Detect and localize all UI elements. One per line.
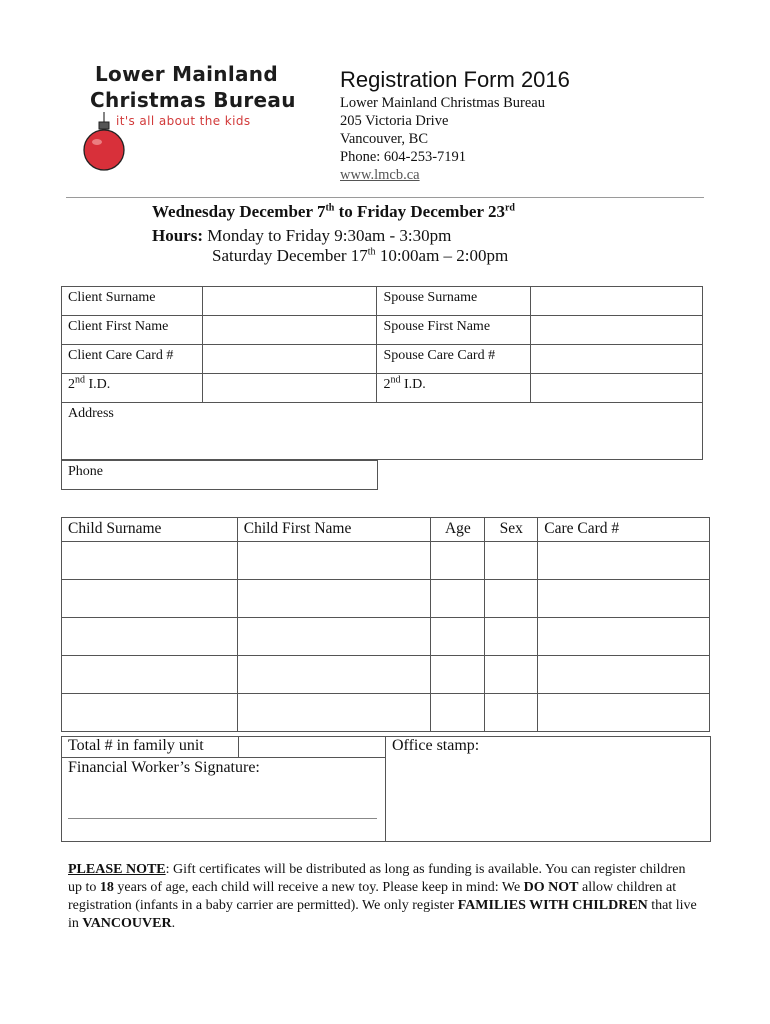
spouse-first-name-field[interactable] [531, 316, 703, 345]
child-cell[interactable] [538, 580, 710, 618]
child-cell[interactable] [485, 542, 538, 580]
child-cell[interactable] [62, 542, 238, 580]
office-divider [385, 736, 386, 841]
column-header: Sex [485, 518, 538, 542]
page-title: Registration Form 2016 [340, 67, 570, 92]
spouse-second-id-label: 2nd I.D. [377, 374, 531, 403]
ornament-icon [80, 112, 128, 174]
address-field[interactable] [62, 403, 703, 460]
total-family-field[interactable] [239, 737, 384, 756]
child-cell[interactable] [538, 542, 710, 580]
child-cell[interactable] [538, 656, 710, 694]
table-row [62, 542, 710, 580]
table-row [62, 316, 703, 345]
child-cell[interactable] [538, 618, 710, 656]
signature-line[interactable] [68, 818, 377, 819]
column-header: Child First Name [237, 518, 431, 542]
child-cell[interactable] [237, 618, 431, 656]
child-cell[interactable] [237, 580, 431, 618]
address-line: 205 Victoria Drive [340, 113, 449, 129]
website-link[interactable]: www.lmcb.ca [340, 167, 420, 183]
child-cell[interactable] [431, 694, 485, 732]
column-header: Child Surname [62, 518, 238, 542]
logo-line-1: Lower Mainland [95, 62, 278, 86]
child-cell[interactable] [485, 694, 538, 732]
spouse-second-id-field[interactable] [531, 374, 703, 403]
table-row [62, 461, 378, 490]
total-family-label: Total # in family unit [68, 737, 204, 754]
children-table [61, 517, 710, 732]
client-surname-field[interactable] [202, 287, 377, 316]
address-label: Address [68, 406, 114, 421]
client-info-table [61, 286, 703, 460]
phone-field[interactable] [62, 461, 378, 490]
spouse-surname-field[interactable] [531, 287, 703, 316]
logo-line-2: Christmas Bureau [90, 88, 296, 112]
child-cell[interactable] [62, 580, 238, 618]
table-row [62, 694, 710, 732]
table-row [62, 374, 703, 403]
address-line: Vancouver, BC [340, 131, 429, 147]
spouse-first-name-label: Spouse First Name [377, 316, 531, 345]
table-row [62, 580, 710, 618]
divider [66, 197, 704, 198]
child-cell[interactable] [62, 694, 238, 732]
table-row [62, 403, 703, 460]
hours-saturday: Saturday December 17th 10:00am – 2:00pm [212, 246, 509, 265]
child-cell[interactable] [431, 580, 485, 618]
spouse-care-card-field[interactable] [531, 345, 703, 374]
total-row-line [61, 757, 385, 758]
child-cell[interactable] [237, 656, 431, 694]
office-stamp-label: Office stamp: [392, 737, 480, 754]
child-cell[interactable] [237, 694, 431, 732]
address-line: Phone: 604-253-7191 [340, 149, 467, 165]
column-header: Care Card # [538, 518, 710, 542]
child-cell[interactable] [431, 618, 485, 656]
table-row [62, 656, 710, 694]
phone-label: Phone [68, 464, 103, 479]
client-care-card-label: Client Care Card # [62, 345, 203, 374]
please-note: PLEASE NOTE: Gift certificates will be distributed as long as funding is available. You can register children up to 18 years of age, each child will receive a new toy. Please keep in mind: We DO NOT allow children at registration (infants in a baby carrier are permitted). We only register FAMILIES WITH CHILDREN that live in VANCOUVER. [68, 862, 697, 931]
child-cell[interactable] [538, 694, 710, 732]
client-care-card-field[interactable] [202, 345, 377, 374]
child-cell[interactable] [431, 656, 485, 694]
client-second-id-label: 2nd I.D. [62, 374, 203, 403]
child-cell[interactable] [485, 618, 538, 656]
address-line: Lower Mainland Christmas Bureau [340, 95, 545, 111]
date-range: Wednesday December 7th to Friday December 23rd [152, 202, 515, 221]
child-cell[interactable] [237, 542, 431, 580]
child-cell[interactable] [62, 656, 238, 694]
client-first-name-field[interactable] [202, 316, 377, 345]
column-header: Age [431, 518, 485, 542]
child-cell[interactable] [62, 618, 238, 656]
spouse-care-card-label: Spouse Care Card # [377, 345, 531, 374]
child-cell[interactable] [485, 580, 538, 618]
client-first-name-label: Client First Name [62, 316, 203, 345]
client-second-id-field[interactable] [202, 374, 377, 403]
child-cell[interactable] [485, 656, 538, 694]
signature-label: Financial Worker’s Signature: [68, 759, 260, 776]
table-row [62, 345, 703, 374]
table-header-row [62, 518, 710, 542]
logo-tagline: it's all about the kids [116, 114, 251, 128]
table-row [62, 618, 710, 656]
phone-table [61, 460, 378, 490]
child-cell[interactable] [431, 542, 485, 580]
hours-weekday: Hours: Monday to Friday 9:30am - 3:30pm [152, 226, 452, 245]
client-surname-label: Client Surname [62, 287, 203, 316]
address-block [340, 94, 545, 184]
spouse-surname-label: Spouse Surname [377, 287, 531, 316]
table-row [62, 287, 703, 316]
